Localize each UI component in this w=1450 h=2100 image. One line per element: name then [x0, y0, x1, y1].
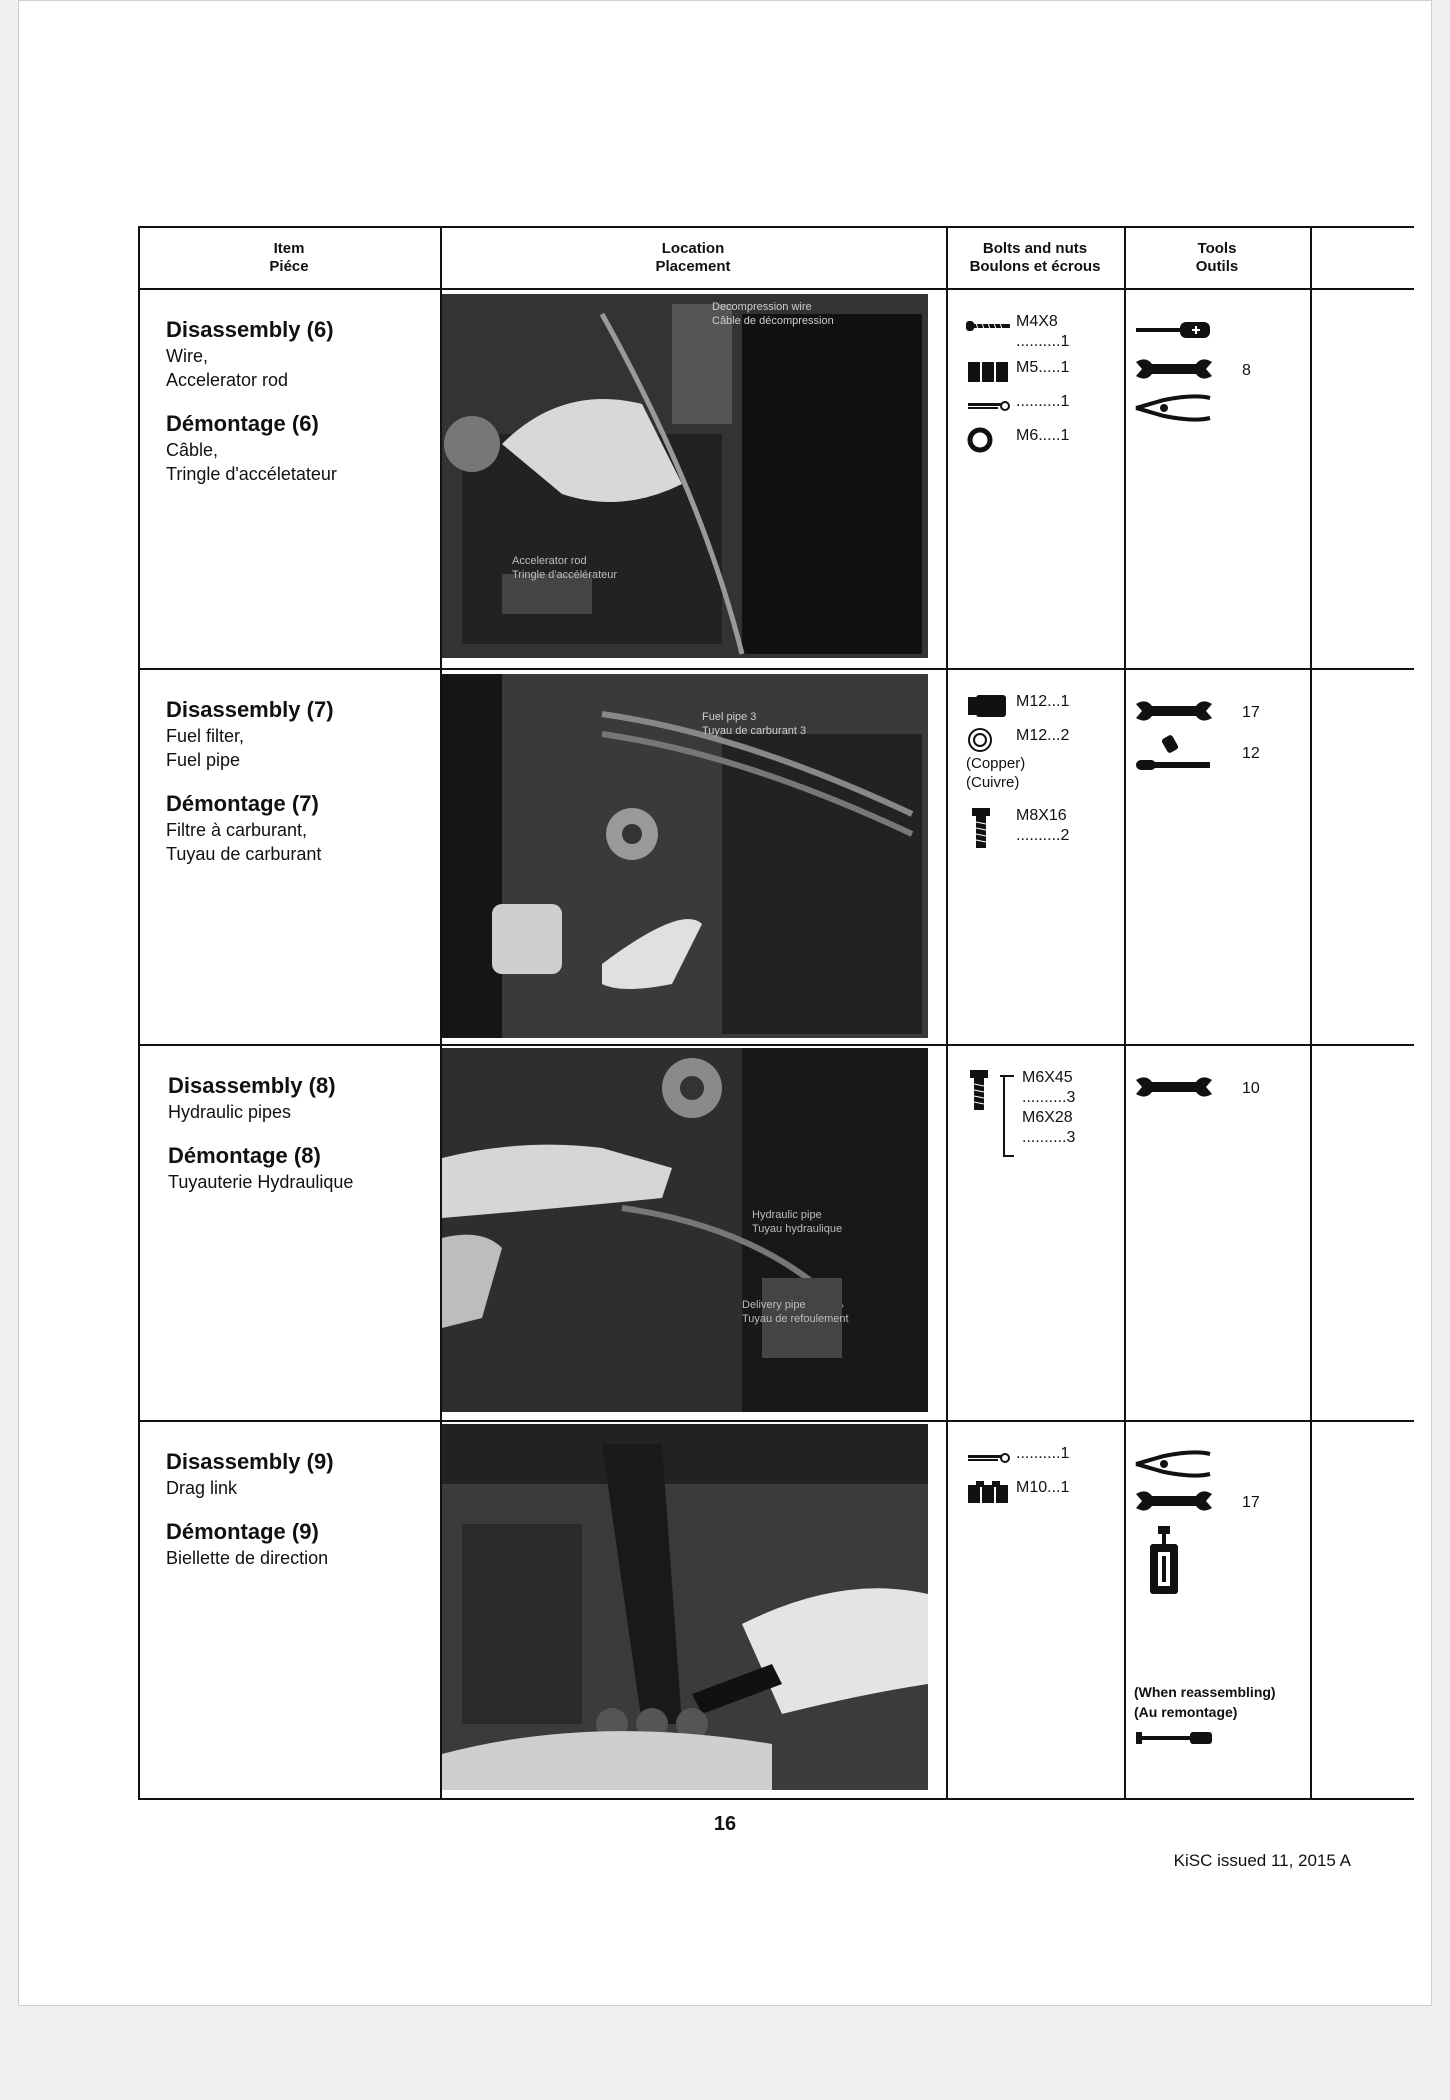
header-tools-fr: Outils — [1195, 258, 1239, 275]
tools-list — [1134, 314, 1314, 428]
header-bolts-fr: Boulons et écrous — [969, 258, 1101, 275]
photo-callout: Decompression wire — [712, 301, 812, 313]
tools-list — [1134, 1070, 1314, 1108]
item-text-fr: Câble, Tringle d'accéletateur — [166, 440, 337, 484]
item-text-fr: Tuyauterie Hydraulique — [168, 1172, 354, 1192]
photo-callout: Tuyau de refoulement — [742, 1313, 849, 1325]
bolt-size: M12...2 — [1016, 727, 1070, 744]
bolt-item — [966, 1068, 1116, 1158]
wrench-icon — [1134, 356, 1224, 386]
item-description — [168, 1072, 438, 1194]
header-item-fr: Piéce — [269, 258, 309, 275]
issue-label: KiSC issued 11, 2015 A — [1173, 1851, 1351, 1870]
tool-item — [1134, 352, 1314, 390]
item-text-en: Drag link — [166, 1478, 238, 1498]
bolt-size: M5.....1 — [1016, 359, 1070, 376]
header-location-fr: Placement — [655, 258, 731, 275]
photo-callout: Fuel pipe 3 — [702, 711, 757, 723]
tool-size: 10 — [1242, 1080, 1260, 1097]
photo-callout: Accelerator rod — [512, 555, 587, 567]
photo-callout: Tuyau hydraulique — [752, 1223, 843, 1235]
location-photo — [442, 294, 928, 658]
item-text-en: Hydraulic pipes — [168, 1102, 292, 1122]
socket-wrench-icon — [1134, 734, 1224, 774]
castle-nut-icon — [966, 1478, 1016, 1506]
header-tools — [1124, 226, 1310, 290]
pliers-icon — [1134, 394, 1224, 424]
tool-item — [1134, 732, 1314, 776]
pliers-icon — [1134, 1450, 1224, 1480]
table-row — [138, 670, 1414, 1044]
item-description — [166, 1448, 436, 1570]
tool-item — [1134, 1070, 1314, 1108]
tool-size: 8 — [1242, 362, 1251, 379]
item-description — [166, 696, 436, 866]
location-photo — [442, 1424, 928, 1790]
bolts-list — [966, 312, 1116, 460]
bolts-list — [966, 692, 1116, 858]
photo-callout: Tringle d'accélérateur — [512, 569, 618, 581]
bolt-size: M6X45 — [1022, 1069, 1073, 1086]
item-text-fr: Biellette de direction — [166, 1548, 329, 1568]
tool-size: 17 — [1242, 704, 1260, 721]
photo-callout: Câble de décompression — [712, 315, 834, 327]
wrench-icon — [1134, 698, 1224, 728]
tool-item — [1134, 1484, 1314, 1522]
photo-callout: Delivery pipe — [742, 1299, 806, 1311]
reassembly-note-fr: (Au remontage) — [1134, 1704, 1238, 1720]
bolt-size: M6.....1 — [1016, 427, 1070, 444]
bolt-size: ..........1 — [1016, 393, 1070, 410]
item-title-fr: Démontage (6) — [166, 411, 319, 436]
bolt-item — [966, 358, 1116, 386]
item-text-fr: Filtre à carburant, Tuyau de carburant — [166, 820, 322, 864]
bolt-item — [966, 392, 1116, 420]
bolt-size: ..........1 — [1016, 1445, 1070, 1462]
bolt-qty: ..........3 — [1022, 1129, 1076, 1146]
item-title-en: Disassembly (8) — [168, 1073, 336, 1098]
tool-size: 17 — [1242, 1494, 1260, 1511]
bolt-material-note: (Cuivre) — [966, 774, 1020, 791]
bolt-item — [966, 806, 1116, 852]
bolt-material-note: (Copper) — [966, 755, 1026, 772]
item-title-fr: Démontage (8) — [168, 1143, 321, 1168]
item-title-en: Disassembly (9) — [166, 1449, 334, 1474]
banjo-bolt-icon — [966, 692, 1016, 720]
document-page — [18, 0, 1432, 2006]
wrench-icon — [1134, 1488, 1224, 1518]
location-photo — [442, 674, 928, 1038]
tools-list — [1134, 1446, 1314, 1751]
header-bolts — [946, 226, 1124, 290]
reassembly-note — [1134, 1682, 1314, 1751]
gasket-icon — [966, 726, 1016, 754]
bolt-size: M10...1 — [1016, 1479, 1070, 1496]
torque-wrench-icon — [1134, 1728, 1314, 1751]
item-text-en: Fuel filter, Fuel pipe — [166, 726, 245, 770]
header-location-en: Location — [661, 240, 725, 257]
flange-bolt-icon — [966, 1068, 1000, 1114]
screwdriver-icon — [1134, 318, 1224, 348]
item-title-en: Disassembly (7) — [166, 697, 334, 722]
tool-size: 12 — [1242, 745, 1260, 762]
tool-item — [1134, 390, 1314, 428]
flange-bolt-icon — [966, 806, 1016, 852]
bolt-item — [966, 312, 1116, 352]
header-item-en: Item — [273, 240, 305, 257]
table-row — [138, 1046, 1414, 1420]
bolt-size: M12...1 — [1016, 693, 1070, 710]
pin-icon — [966, 392, 1016, 420]
tool-item — [1134, 314, 1314, 352]
bolts-list — [966, 1068, 1116, 1158]
bolt-qty: ..........3 — [1022, 1089, 1076, 1106]
item-title-fr: Démontage (9) — [166, 1519, 319, 1544]
bracket-icon — [1000, 1074, 1018, 1158]
wrench-icon — [1134, 1074, 1224, 1104]
pin-icon — [966, 1444, 1016, 1472]
bolt-qty: ..........2 — [1016, 827, 1070, 844]
item-title-en: Disassembly (6) — [166, 317, 334, 342]
bolt-item — [966, 1478, 1116, 1506]
tools-list — [1134, 694, 1314, 776]
washer-icon — [966, 426, 1016, 454]
bolt-item — [966, 692, 1116, 720]
bolt-size: M4X8 — [1016, 313, 1058, 330]
bolt-size: M6X28 — [1022, 1109, 1073, 1126]
bolts-list — [966, 1444, 1116, 1512]
puller-icon — [1144, 1583, 1184, 1600]
photo-callout: Hydraulic pipe — [752, 1209, 822, 1221]
nut-icon — [966, 358, 1016, 386]
table-bottom-border — [138, 1798, 1414, 1800]
bolt-item — [966, 1444, 1116, 1472]
table-row — [138, 1422, 1414, 1798]
tool-item — [1134, 1526, 1314, 1596]
header-item — [138, 226, 440, 290]
header-location — [440, 226, 946, 290]
bolt-item — [966, 426, 1116, 454]
bolt-size: M8X16 — [1016, 807, 1067, 824]
reassembly-note-en: (When reassembling) — [1134, 1684, 1276, 1700]
bolt-item — [966, 726, 1116, 754]
page-number: 16 — [713, 1813, 737, 1835]
location-photo — [442, 1048, 928, 1412]
table-row — [138, 290, 1414, 668]
header-tools-en: Tools — [1197, 240, 1237, 257]
item-title-fr: Démontage (7) — [166, 791, 319, 816]
item-text-en: Wire, Accelerator rod — [166, 346, 289, 390]
screw-icon — [966, 312, 1016, 340]
tool-item — [1134, 694, 1314, 732]
header-bolts-en: Bolts and nuts — [982, 240, 1088, 257]
bolt-qty: ..........1 — [1016, 333, 1070, 350]
photo-callout: Tuyau de carburant 3 — [702, 725, 807, 737]
item-description — [166, 316, 436, 486]
disassembly-table — [138, 226, 1414, 1800]
tool-item — [1134, 1446, 1314, 1484]
